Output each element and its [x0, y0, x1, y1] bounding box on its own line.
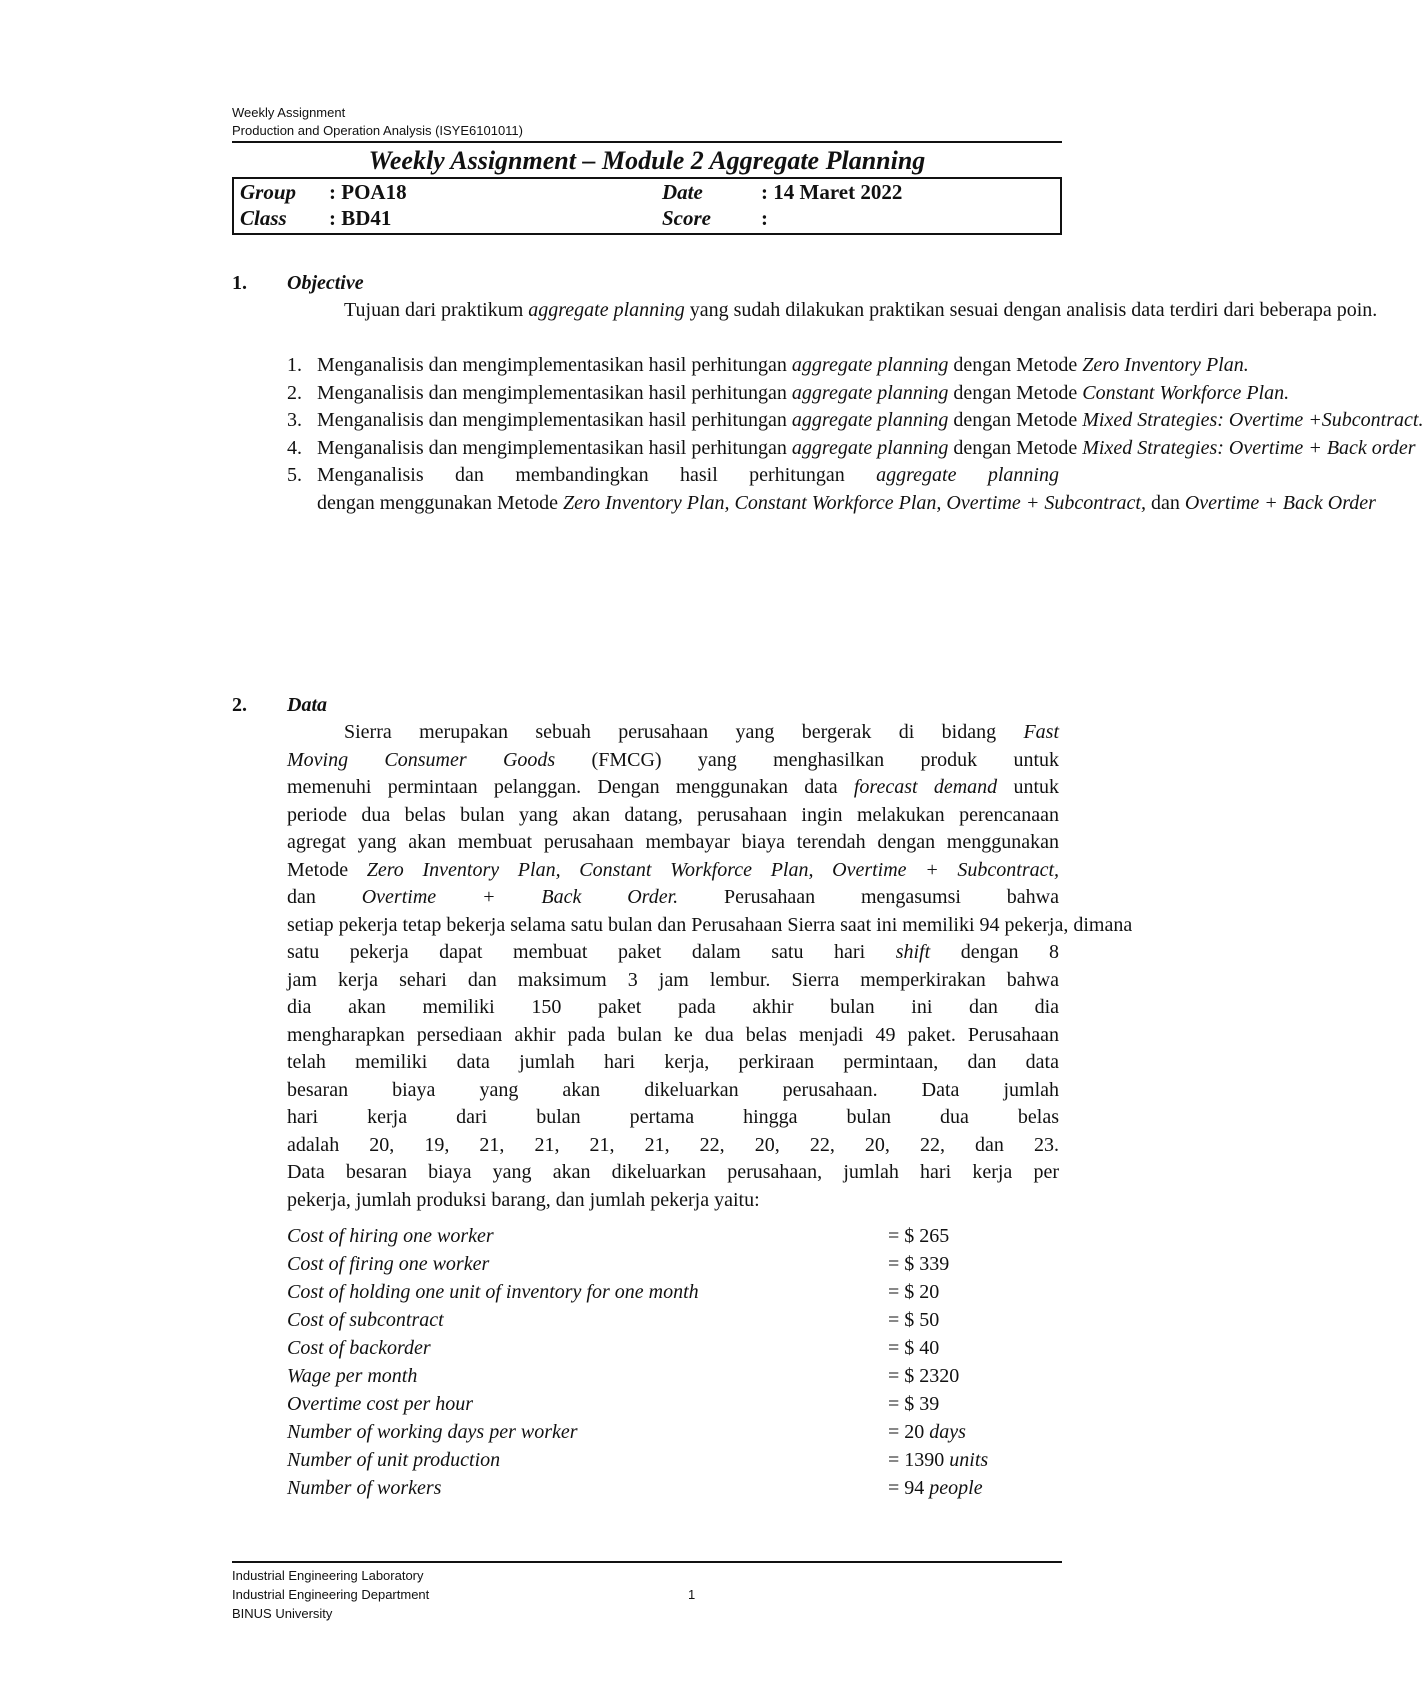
text-line: adalah 20, 19, 21, 21, 21, 21, 22, 20, 22, 20, 22, dan 23.	[287, 1133, 1059, 1156]
page-header	[232, 104, 523, 140]
cost-label: Cost of subcontract	[287, 1309, 444, 1331]
cost-value: = 94 people	[888, 1477, 983, 1499]
footer-line-3: BINUS University	[232, 1606, 333, 1621]
page-title: Weekly Assignment – Module 2 Aggregate Planning	[368, 146, 926, 175]
score-value: :	[761, 206, 768, 230]
group-label: Group	[240, 180, 297, 204]
text-line: dengan menggunakan Metode Zero Inventory Plan, Constant Workforce Plan, Overtime + Subcontract, dan Overtime + Back Order	[317, 491, 1376, 514]
date-value: : 14 Maret 2022	[761, 180, 903, 204]
section-2-number: 2.	[232, 694, 247, 716]
cost-value: = $ 50	[888, 1309, 940, 1331]
text-line: memenuhi permintaan pelanggan. Dengan menggunakan data forecast demand untuk	[287, 776, 1059, 798]
list-item-number: 2.	[287, 381, 302, 404]
cost-row	[287, 1362, 1047, 1390]
cost-label: Wage per month	[287, 1365, 418, 1387]
section-1-title: Objective	[287, 272, 364, 294]
cost-row	[287, 1446, 1047, 1474]
section-1-number: 1.	[232, 272, 247, 294]
objective-list	[287, 352, 1423, 517]
page-number: 1	[688, 1587, 696, 1602]
text-line: Menganalisis dan mengimplementasikan hasil perhitungan aggregate planning dengan Metode Zero Inventory Plan.	[317, 354, 1249, 376]
score-label: Score	[662, 206, 711, 230]
footer-line-2: Industrial Engineering Department	[232, 1587, 430, 1602]
section-1-intro	[287, 297, 1378, 325]
header-line-2: Production and Operation Analysis (ISYE6101011)	[232, 123, 523, 138]
text-line: periode dua belas bulan yang akan datang, perusahaan ingin melakukan perencanaan	[287, 803, 1059, 826]
text-line: telah memiliki data jumlah hari kerja, perkiraan permintaan, dan data	[287, 1051, 1059, 1073]
text-line: Data besaran biaya yang akan dikeluarkan perusahaan, jumlah hari kerja per	[287, 1161, 1059, 1183]
footer-line-1: Industrial Engineering Laboratory	[232, 1568, 424, 1583]
cost-label: Overtime cost per hour	[287, 1393, 474, 1415]
cost-value: = $ 40	[888, 1337, 940, 1359]
cost-row	[287, 1334, 1047, 1362]
cost-value: = $ 339	[888, 1253, 950, 1275]
cost-row	[287, 1278, 1047, 1306]
list-item-number: 1.	[287, 354, 302, 376]
info-box	[232, 177, 1062, 235]
cost-row	[287, 1390, 1047, 1418]
cost-value: = $ 20	[888, 1281, 940, 1303]
list-item-number: 4.	[287, 436, 302, 459]
section-2-paragraph	[287, 719, 1133, 1214]
cost-row	[287, 1306, 1047, 1334]
text-line: hari kerja dari bulan pertama hingga bulan dua belas	[287, 1106, 1059, 1128]
text-line: mengharapkan persediaan akhir pada bulan ke dua belas menjadi 49 paket. Perusahaan	[287, 1023, 1059, 1046]
footer-rule	[232, 1561, 1062, 1563]
group-value: : POA18	[329, 180, 407, 204]
text-line: Menganalisis dan mengimplementasikan hasil perhitungan aggregate planning dengan Metode Mixed Strategies: Overtime + Back order	[317, 436, 1416, 459]
cost-value: = 20 days	[888, 1421, 966, 1443]
cost-label: Number of unit production	[287, 1449, 501, 1471]
text-line: dia akan memiliki 150 paket pada akhir bulan ini dan dia	[287, 996, 1059, 1018]
list-item	[287, 380, 1290, 408]
date-label: Date	[662, 180, 703, 204]
text-line: jam kerja sehari dan maksimum 3 jam lembur. Sierra memperkirakan bahwa	[287, 968, 1059, 991]
text-line: besaran biaya yang akan dikeluarkan perusahaan. Data jumlah	[287, 1078, 1059, 1101]
text-line: Tujuan dari praktikum aggregate planning yang sudah dilakukan praktikan sesuai dengan analisis data terdiri dari beberapa poin.	[344, 299, 1378, 321]
cost-label: Number of working days per worker	[287, 1421, 578, 1443]
cost-value: = 1390 units	[888, 1449, 989, 1471]
cost-value: = $ 2320	[888, 1365, 960, 1387]
text-line: Moving Consumer Goods (FMCG) yang menghasilkan produk untuk	[287, 748, 1060, 771]
cost-row	[287, 1474, 1047, 1502]
list-item	[287, 352, 1249, 380]
class-value: : BD41	[329, 206, 392, 230]
cost-row	[287, 1222, 1047, 1250]
cost-label: Cost of backorder	[287, 1337, 431, 1359]
list-item-number: 3.	[287, 409, 302, 431]
text-line: Metode Zero Inventory Plan, Constant Workforce Plan, Overtime + Subcontract,	[287, 858, 1060, 881]
page-footer	[232, 1566, 429, 1623]
cost-row	[287, 1250, 1047, 1278]
list-item	[287, 462, 1376, 517]
cost-label: Cost of hiring one worker	[287, 1225, 494, 1247]
text-line: pekerja, jumlah produksi barang, dan jumlah pekerja yaitu:	[287, 1188, 760, 1211]
cost-table	[287, 1222, 1047, 1502]
list-item	[287, 435, 1416, 463]
list-item	[287, 407, 1423, 435]
text-line: Menganalisis dan mengimplementasikan hasil perhitungan aggregate planning dengan Metode Constant Workforce Plan.	[317, 381, 1290, 404]
class-label: Class	[240, 206, 287, 230]
text-line: satu pekerja dapat membuat paket dalam satu hari shift dengan 8	[287, 941, 1059, 963]
cost-value: = $ 265	[888, 1225, 950, 1247]
text-line: setiap pekerja tetap bekerja selama satu bulan dan Perusahaan Sierra saat ini memiliki 94 pekerja, dimana	[287, 913, 1133, 936]
cost-row	[287, 1418, 1047, 1446]
cost-label: Cost of firing one worker	[287, 1253, 490, 1275]
section-2-title: Data	[287, 694, 327, 716]
text-line: dan Overtime + Back Order. Perusahaan mengasumsi bahwa	[287, 886, 1059, 908]
cost-value: = $ 39	[888, 1393, 940, 1415]
text-line: Menganalisis dan membandingkan hasil perhitungan aggregate planning	[317, 464, 1059, 486]
text-line: Menganalisis dan mengimplementasikan hasil perhitungan aggregate planning dengan Metode Mixed Strategies: Overtime +Subcontract.	[317, 409, 1423, 431]
cost-label: Cost of holding one unit of inventory for one month	[287, 1281, 699, 1303]
text-line: Sierra merupakan sebuah perusahaan yang bergerak di bidang Fast	[344, 721, 1059, 743]
header-line-1: Weekly Assignment	[232, 105, 346, 120]
list-item-number: 5.	[287, 464, 302, 486]
cost-label: Number of workers	[287, 1477, 442, 1499]
text-line: agregat yang akan membuat perusahaan membayar biaya terendah dengan menggunakan	[287, 831, 1059, 853]
header-rule	[232, 141, 1062, 143]
